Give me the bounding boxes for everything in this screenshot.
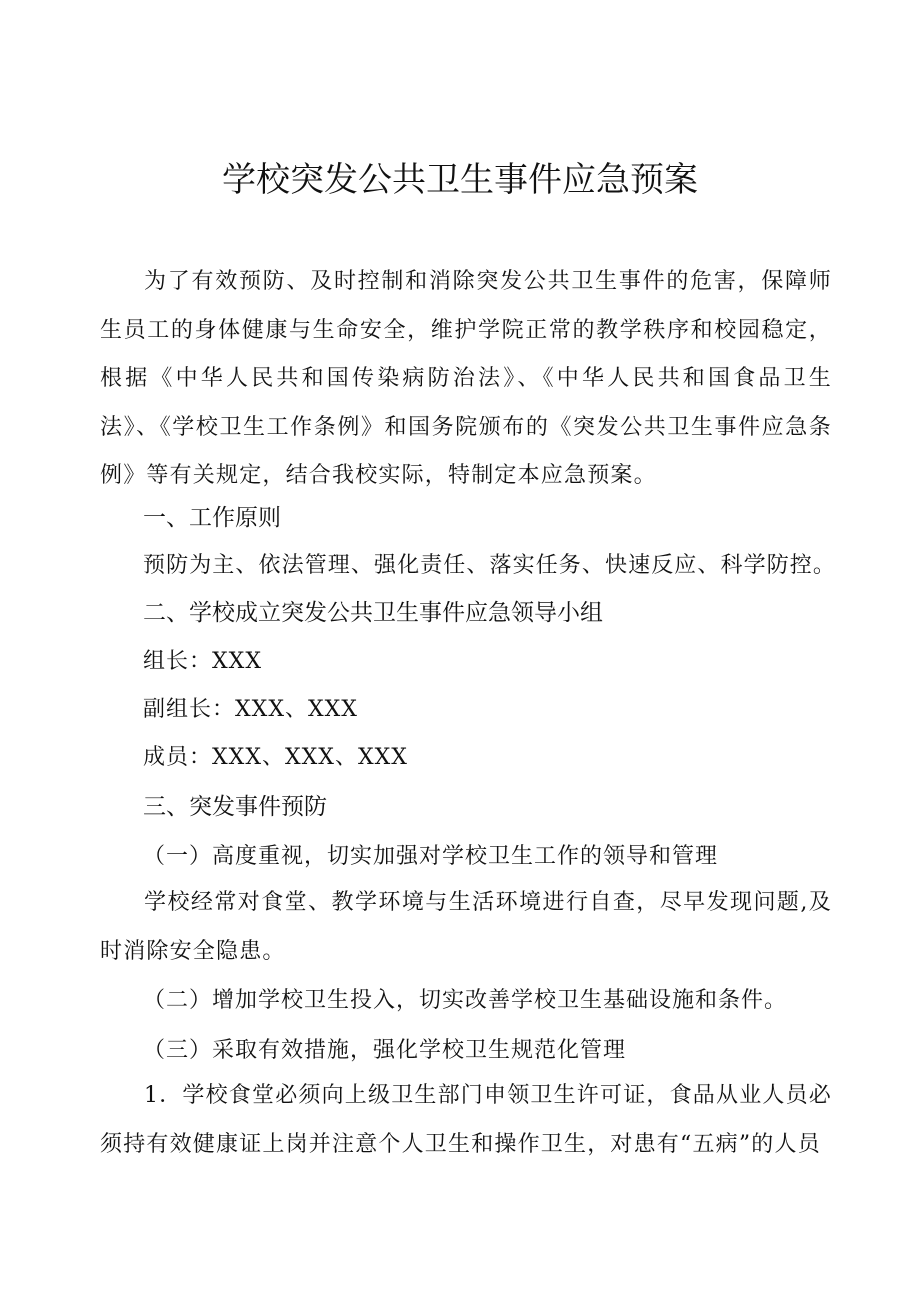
sub1-paragraph: 学校经常对食堂、教学环境与生活环境进行自查，尽早发现问题,及时消除安全隐患。 [100,890,832,964]
document-title: 学校突发公共卫生事件应急预案 [222,160,698,200]
sub2-heading: （二）增加学校卫生投入，切实改善学校卫生基础设施和条件。 [143,988,788,1013]
section1-heading: 一、工作原则 [143,505,281,531]
intro-paragraph: 为了有效预防、及时控制和消除突发公共卫生事件的危害，保障师生员工的身体健康与生命安全，维护学院正常的教学秩序和校园稳定，根据《中华人民共和国传染病防治法》、《中华人民共和国食品卫生法》、《学校卫生工作条例》和国务院颁布的《突发公共卫生事件应急条例》等有关规定，结合我校实际，特制定本应急预案。 [100,269,832,488]
section3-heading: 三、突发事件预防 [143,794,327,820]
deputy-leader-line: 副组长：XXX、XXX [143,697,358,722]
members-line: 成员：XXX、XXX、XXX [143,745,408,770]
sub1-heading: （一）高度重视，切实加强对学校卫生工作的领导和管理 [143,844,719,869]
section1-text: 预防为主、依法管理、强化责任、落实任务、快速反应、科学防控。 [143,553,837,578]
section2-heading: 二、学校成立突发公共卫生事件应急领导小组 [143,600,603,626]
leader-line: 组长：XXX [143,649,262,674]
sub3-heading: （三）采取有效措施，强化学校卫生规范化管理 [143,1038,627,1063]
item1-paragraph: 1．学校食堂必须向上级卫生部门申领卫生许可证，食品从业人员必须持有效健康证上岗并注意个人卫生和操作卫生，对患有“五病”的人员 [100,1083,832,1157]
